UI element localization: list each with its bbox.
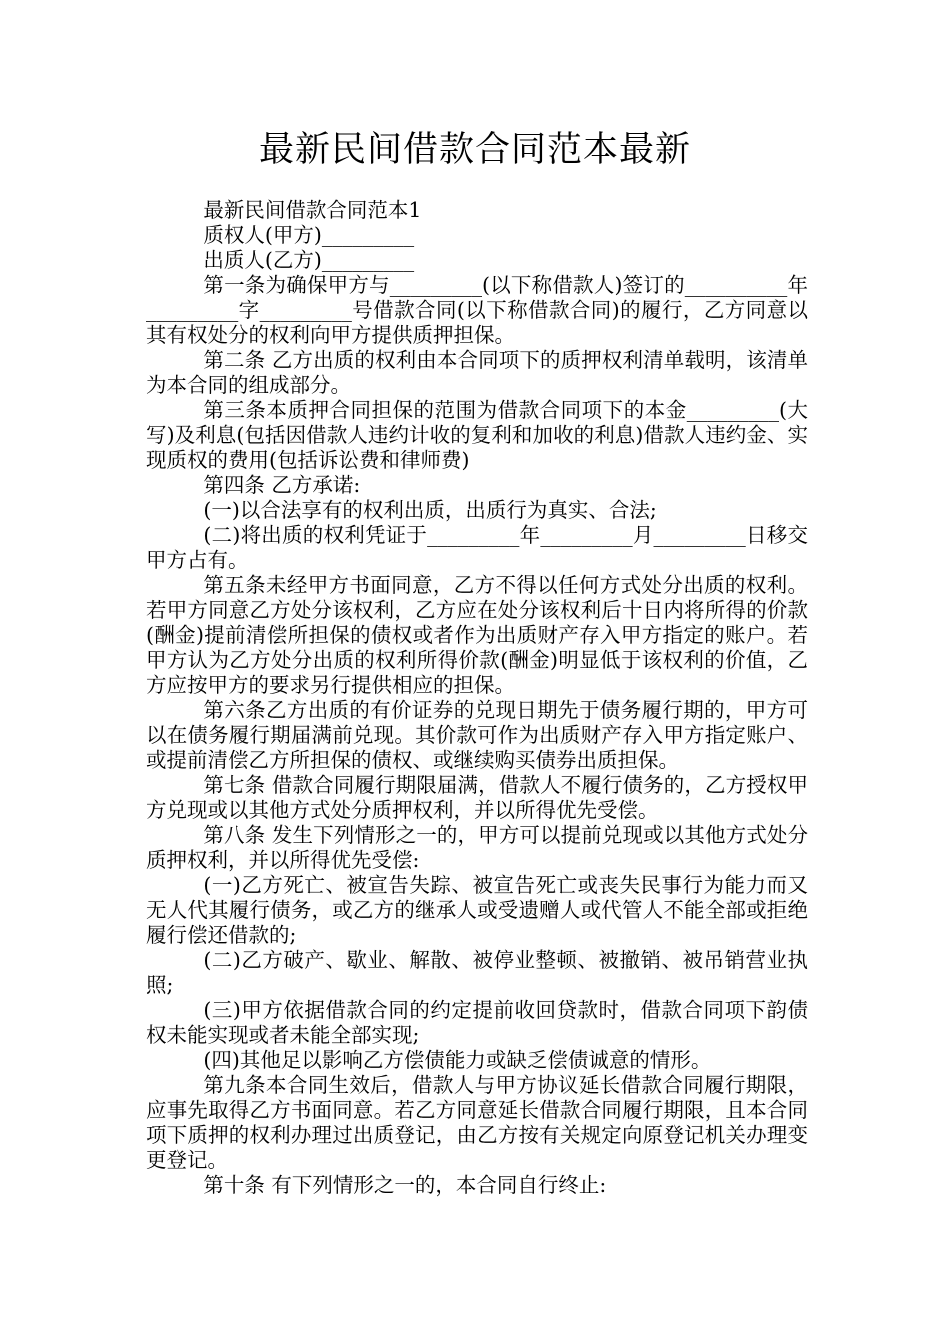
paragraph-article-4-item-2: (二)将出质的权利凭证于_________年_________月_________日移交甲方占有。 xyxy=(146,523,808,572)
document-title: 最新民间借款合同范本最新 xyxy=(258,130,691,170)
paragraph-article-8-item-2: (二)乙方破产、歇业、解散、被停业整顿、被撤销、被吊销营业执照; xyxy=(146,948,808,997)
paragraph-article-9: 第九条本合同生效后，借款人与甲方协议延长借款合同履行期限，应事先取得乙方书面同意。若乙方同意延长借款合同履行期限，且本合同项下质押的权利办理过出质登记，由乙方按有关规定向原登记机关办理变更登记。 xyxy=(146,1073,808,1172)
paragraph-heading: 最新民间借款合同范本1 xyxy=(203,198,422,222)
paragraph-article-4: 第四条 乙方承诺: xyxy=(203,473,361,497)
paragraph-article-7: 第七条 借款合同履行期限届满，借款人不履行债务的，乙方授权甲方兑现或以其他方式处分质押权利，并以所得优先受偿。 xyxy=(146,773,808,822)
paragraph-article-3: 第三条本质押合同担保的范围为借款合同项下的本金_________(大写)及利息(包括因借款人违约计收的复利和加收的利息)借款人违约金、实现质权的费用(包括诉讼费和律师费) xyxy=(146,398,808,472)
paragraph-article-8-item-1: (一)乙方死亡、被宣告失踪、被宣告死亡或丧失民事行为能力而又无人代其履行债务，或乙方的继承人或受遗赠人或代管人不能全部或拒绝履行偿还借款的; xyxy=(146,873,808,947)
paragraph-article-1: 第一条为确保甲方与_________(以下称借款人)签订的__________年_________字_________号借款合同(以下称借款合同)的履行，乙方同意以其有权处分的权利向甲方提供质押担保。 xyxy=(146,273,808,347)
paragraph-article-10: 第十条 有下列情形之一的，本合同自行终止: xyxy=(203,1173,607,1197)
paragraph-article-4-item-1: (一)以合法享有的权利出质，出质行为真实、合法; xyxy=(203,498,657,522)
paragraph-article-8-item-3: (三)甲方依据借款合同的约定提前收回贷款时，借款合同项下韵债权未能实现或者未能全部实现; xyxy=(146,998,808,1047)
paragraph-pledgee: 质权人(甲方)_________ xyxy=(203,223,415,247)
paragraph-article-8-item-4: (四)其他足以影响乙方偿债能力或缺乏偿债诚意的情形。 xyxy=(203,1048,712,1072)
document-body xyxy=(146,198,808,1198)
paragraph-article-8: 第八条 发生下列情形之一的，甲方可以提前兑现或以其他方式处分质押权利，并以所得优先受偿: xyxy=(146,823,808,872)
paragraph-article-5: 第五条未经甲方书面同意，乙方不得以任何方式处分出质的权利。若甲方同意乙方处分该权利，乙方应在处分该权利后十日内将所得的价款(酬金)提前清偿所担保的债权或者作为出质财产存入甲方指定的账户。若甲方认为乙方处分出质的权利所得价款(酬金)明显低于该权利的价值，乙方应按甲方的要求另行提供相应的担保。 xyxy=(146,573,808,697)
paragraph-article-2: 第二条 乙方出质的权利由本合同项下的质押权利清单载明，该清单为本合同的组成部分。 xyxy=(146,348,808,397)
paragraph-pledgor: 出质人(乙方)_________ xyxy=(203,248,415,272)
paragraph-article-6: 第六条乙方出质的有价证券的兑现日期先于债务履行期的，甲方可以在债务履行期届满前兑现。其价款可作为出质财产存入甲方指定账户、或提前清偿乙方所担保的债权、或继续购买债券出质担保。 xyxy=(146,698,808,772)
